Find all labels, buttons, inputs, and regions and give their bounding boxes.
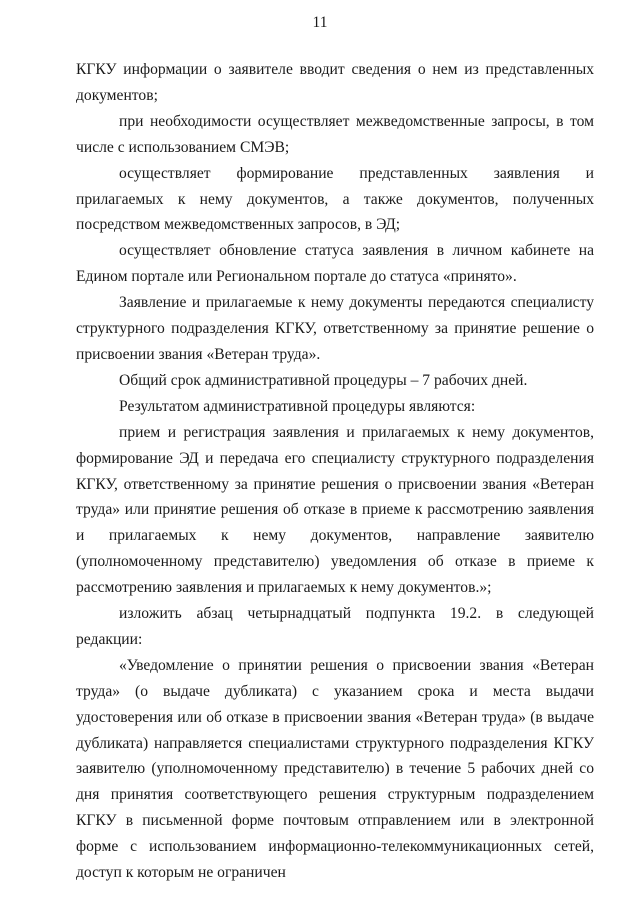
paragraph: осуществляет формирование представленных заявления и прилагаемых к нему документов, а также документов, полученных посредством межведомственных запросов, в ЭД; bbox=[76, 164, 594, 234]
paragraph: КГКУ информации о заявителе вводит сведения о нем из представленных документов; bbox=[76, 61, 594, 104]
page-number: 11 bbox=[312, 14, 328, 31]
paragraph: Результатом административной процедуры являются: bbox=[119, 397, 476, 415]
paragraph: при необходимости осуществляет межведомственные запросы, в том числе с использованием СМЭВ; bbox=[76, 112, 594, 156]
paragraph: Общий срок административной процедуры – 7 рабочих дней. bbox=[119, 371, 528, 389]
paragraph: прием и регистрация заявления и прилагаемых к нему документов, формирование ЭД и передача его специалисту структурного подразделения КГКУ, ответственному за принятие решения о присвоении звания «Ветеран труда» или принятие решения об отказе в приеме к рассмотрению заявления и прилагаемых к нему документов, направление заявителю (уполномоченному представителю) уведомления об отказе в приеме к рассмотрению заявления и прилагаемых к нему документов.»; bbox=[76, 423, 594, 597]
paragraph: осуществляет обновление статуса заявления в личном кабинете на Едином портале или Региональном портале до статуса «принято». bbox=[76, 242, 594, 286]
document-body bbox=[76, 57, 594, 886]
paragraph: «Уведомление о принятии решения о присвоении звания «Ветеран труда» (о выдаче дубликата) с указанием срока и места выдачи удостоверения или об отказе в присвоении звания «Ветеран труда» (в выдаче дубликата) направляется специалистами структурного подразделения КГКУ заявителю (уполномоченному представителю) в течение 5 рабочих дней со дня принятия соответствующего решения структурным подразделением КГКУ в письменной форме почтовым отправлением или в электронной форме с использованием информационно-телекоммуникационных сетей, доступ к которым не ограничен bbox=[76, 656, 594, 882]
paragraph: изложить абзац четырнадцатый подпункта 19.2. в следующей редакции: bbox=[76, 605, 594, 648]
paragraph: Заявление и прилагаемые к нему документы передаются специалисту структурного подразделения КГКУ, ответственному за принятие решение о присвоении звания «Ветеран труда». bbox=[76, 294, 594, 363]
